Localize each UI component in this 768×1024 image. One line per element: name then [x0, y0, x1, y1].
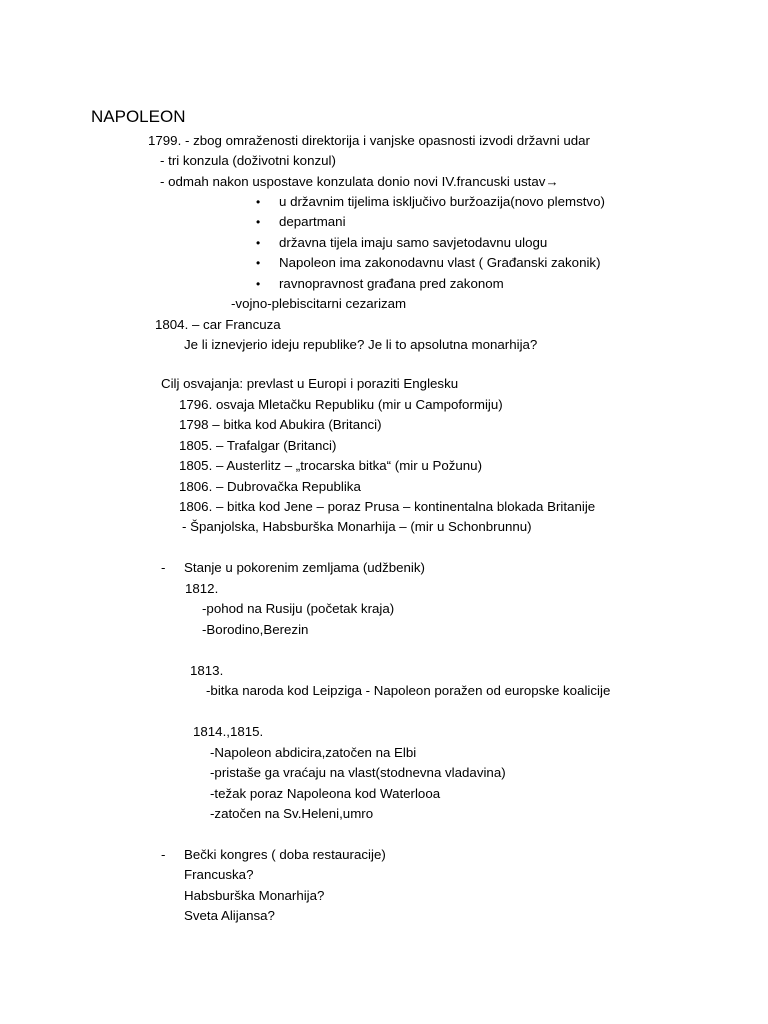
line-pohod-rusija: -pohod na Rusiju (početak kraja) — [202, 601, 395, 616]
line-abdicira: -Napoleon abdicira,zatočen na Elbi — [210, 745, 417, 760]
line-1805-trafalgar: 1805. – Trafalgar (Britanci) — [179, 438, 337, 453]
bullet-text: departmani — [279, 214, 346, 229]
dash-marker: - — [161, 847, 166, 862]
line-leipzig: -bitka naroda kod Leipziga - Napoleon poražen od europske koalicije — [206, 683, 611, 698]
bullet-text: u državnim tijelima isključivo buržoazija(novo plemstvo) — [279, 194, 605, 209]
bullet-icon: • — [256, 195, 261, 209]
bullet-text: državna tijela imaju samo savjetodavnu ulogu — [279, 235, 548, 250]
line-francuska: Francuska? — [184, 867, 254, 882]
bullet-text: Napoleon ima zakonodavnu vlast ( Građanski zakonik) — [279, 255, 601, 270]
line-pristase: -pristaše ga vraćaju na vlast(stodnevna vladavina) — [210, 765, 506, 780]
line-1812: 1812. — [185, 581, 219, 596]
line-tri-konzula: - tri konzula (doživotni konzul) — [160, 153, 336, 168]
bullet-icon: • — [256, 277, 261, 291]
line-1806-dubrovnik: 1806. – Dubrovačka Republika — [179, 479, 361, 494]
line-waterloo: -težak poraz Napoleona kod Waterlooa — [210, 786, 441, 801]
line-spanjolska: - Španjolska, Habsburška Monarhija – (mir u Schonbrunnu) — [182, 519, 532, 534]
line-cilj-osvajanja: Cilj osvajanja: prevlast u Europi i poraziti Englesku — [161, 376, 459, 391]
line-questions: Je li iznevjerio ideju republike? Je li to apsolutna monarhija? — [184, 337, 538, 352]
line-stanje: Stanje u pokorenim zemljama (udžbenik) — [184, 560, 425, 575]
line-becki-kongres: Bečki kongres ( doba restauracije) — [184, 847, 386, 862]
dash-marker: - — [161, 560, 166, 575]
line-1813: 1813. — [190, 663, 224, 678]
bullet-icon: • — [256, 236, 261, 250]
line-1798: 1798 – bitka kod Abukira (Britanci) — [179, 417, 382, 432]
line-1814-1815: 1814.,1815. — [193, 724, 264, 739]
line-1806-jena: 1806. – bitka kod Jene – poraz Prusa – kontinentalna blokada Britanije — [179, 499, 596, 514]
line-1804: 1804. – car Francuza — [155, 317, 281, 332]
bullet-icon: • — [256, 215, 261, 229]
line-ustav: - odmah nakon uspostave konzulata donio novi IV.francuski ustav→ — [160, 174, 559, 189]
line-habsburska: Habsburška Monarhija? — [184, 888, 325, 903]
line-sveta-alijansa: Sveta Alijansa? — [184, 908, 275, 923]
line-sv-helena: -zatočen na Sv.Heleni,umro — [210, 806, 374, 821]
line-cezarizam: -vojno-plebiscitarni cezarizam — [231, 296, 407, 311]
line-1799: 1799. - zbog omraženosti direktorija i vanjske opasnosti izvodi državni udar — [148, 133, 590, 148]
document-title: NAPOLEON — [91, 107, 186, 126]
line-1796: 1796. osvaja Mletačku Republiku (mir u Campoformiju) — [179, 397, 503, 412]
bullet-text: ravnopravnost građana pred zakonom — [279, 276, 504, 291]
line-borodino: -Borodino,Berezin — [202, 622, 309, 637]
bullet-icon: • — [256, 256, 261, 270]
line-1805-austerlitz: 1805. – Austerlitz – „trocarska bitka“ (mir u Požunu) — [179, 458, 482, 473]
